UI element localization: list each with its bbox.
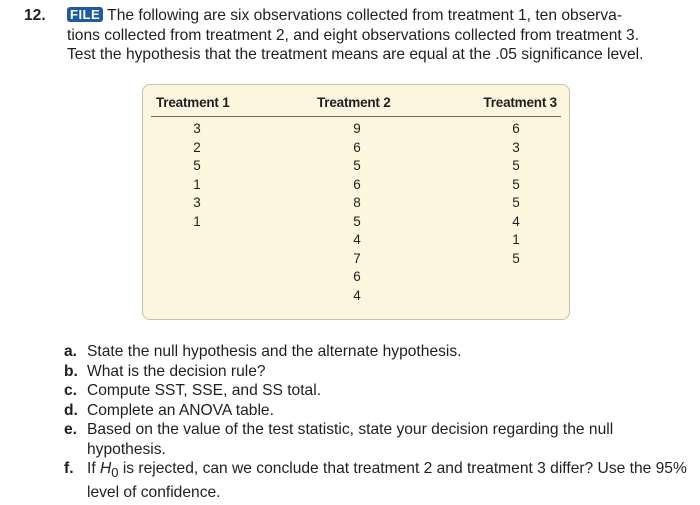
table-cell: 8: [353, 195, 361, 210]
table-cell: 1: [193, 213, 201, 229]
column-treatment-3: [506, 120, 526, 268]
next-problem-cutoff: [24, 498, 684, 505]
problem-line-3: Test the hypothesis that the treatment means are equal at the .05 significance level.: [67, 46, 644, 63]
table-cell: 4: [512, 213, 520, 229]
h-subscript: 0: [111, 465, 119, 481]
h-symbol: H: [100, 460, 112, 477]
header-treatment-1: Treatment 1: [156, 95, 230, 110]
table-cell: 6: [512, 121, 520, 136]
question-text: What is the decision rule?: [87, 362, 266, 380]
problem-line-1: [67, 6, 688, 26]
question-list: [64, 342, 688, 502]
table-cell: 6: [353, 176, 361, 192]
problem-line-2: tions collected from treatment 2, and eight observations collected from treatment 3.: [67, 26, 640, 44]
question-label: a.: [64, 343, 78, 360]
question-a: [64, 342, 688, 362]
header-divider: [151, 116, 561, 117]
table-cell: 3: [193, 195, 201, 210]
table-cell: 6: [353, 269, 361, 284]
question-e: [64, 420, 688, 459]
table-cell: 6: [353, 139, 361, 155]
column-treatment-1: [187, 120, 207, 231]
table-cell: 1: [193, 176, 201, 192]
problem-statement: [24, 6, 688, 65]
table-cell: 2: [193, 139, 201, 155]
problem-line-1-text: The following are six observations collected from treatment 1, ten observa-: [107, 7, 623, 24]
table-cell: 5: [353, 158, 361, 173]
table-cell: 3: [193, 121, 201, 136]
question-label: c.: [64, 382, 78, 399]
table-cell: 1: [512, 232, 520, 247]
question-label: e.: [64, 421, 78, 438]
table-cell: 5: [353, 213, 361, 229]
header-treatment-2: Treatment 2: [317, 95, 391, 110]
table-cell: 5: [512, 250, 520, 266]
table-cell: 3: [512, 139, 520, 155]
table-cell: 9: [353, 121, 361, 136]
table-cell: 5: [512, 195, 520, 210]
question-d: [64, 401, 688, 421]
question-f: [64, 459, 688, 502]
question-label: f.: [64, 460, 74, 477]
table-cell: 5: [512, 158, 520, 173]
question-text: State the null hypothesis and the alternate hypothesis.: [87, 343, 462, 360]
data-table: [142, 84, 570, 320]
table-cell: 5: [193, 158, 201, 173]
table-cell: 4: [353, 232, 361, 247]
question-f-pre: If: [87, 460, 100, 477]
file-badge[interactable]: FILE: [67, 7, 103, 22]
question-b: [64, 362, 688, 382]
column-treatment-2: [347, 120, 367, 305]
table-cell: 4: [353, 287, 361, 303]
header-treatment-3: Treatment 3: [483, 95, 557, 110]
question-label: b.: [64, 362, 78, 380]
question-text: Complete an ANOVA table.: [87, 401, 274, 419]
question-c: [64, 381, 688, 401]
table-cell: 5: [512, 176, 520, 192]
question-text: Compute SST, SSE, and SS total.: [87, 382, 322, 399]
problem-number: 12.: [24, 7, 46, 24]
table-cell: 7: [353, 250, 361, 266]
question-text: [87, 459, 688, 502]
question-f-post: is rejected, can we conclude that treatment 2 and treatment 3 differ? Use the 95% level of confidence.: [87, 460, 687, 501]
question-text: Based on the value of the test statistic, state your decision regarding the null hypothesis.: [87, 421, 614, 458]
question-label: d.: [64, 401, 78, 419]
